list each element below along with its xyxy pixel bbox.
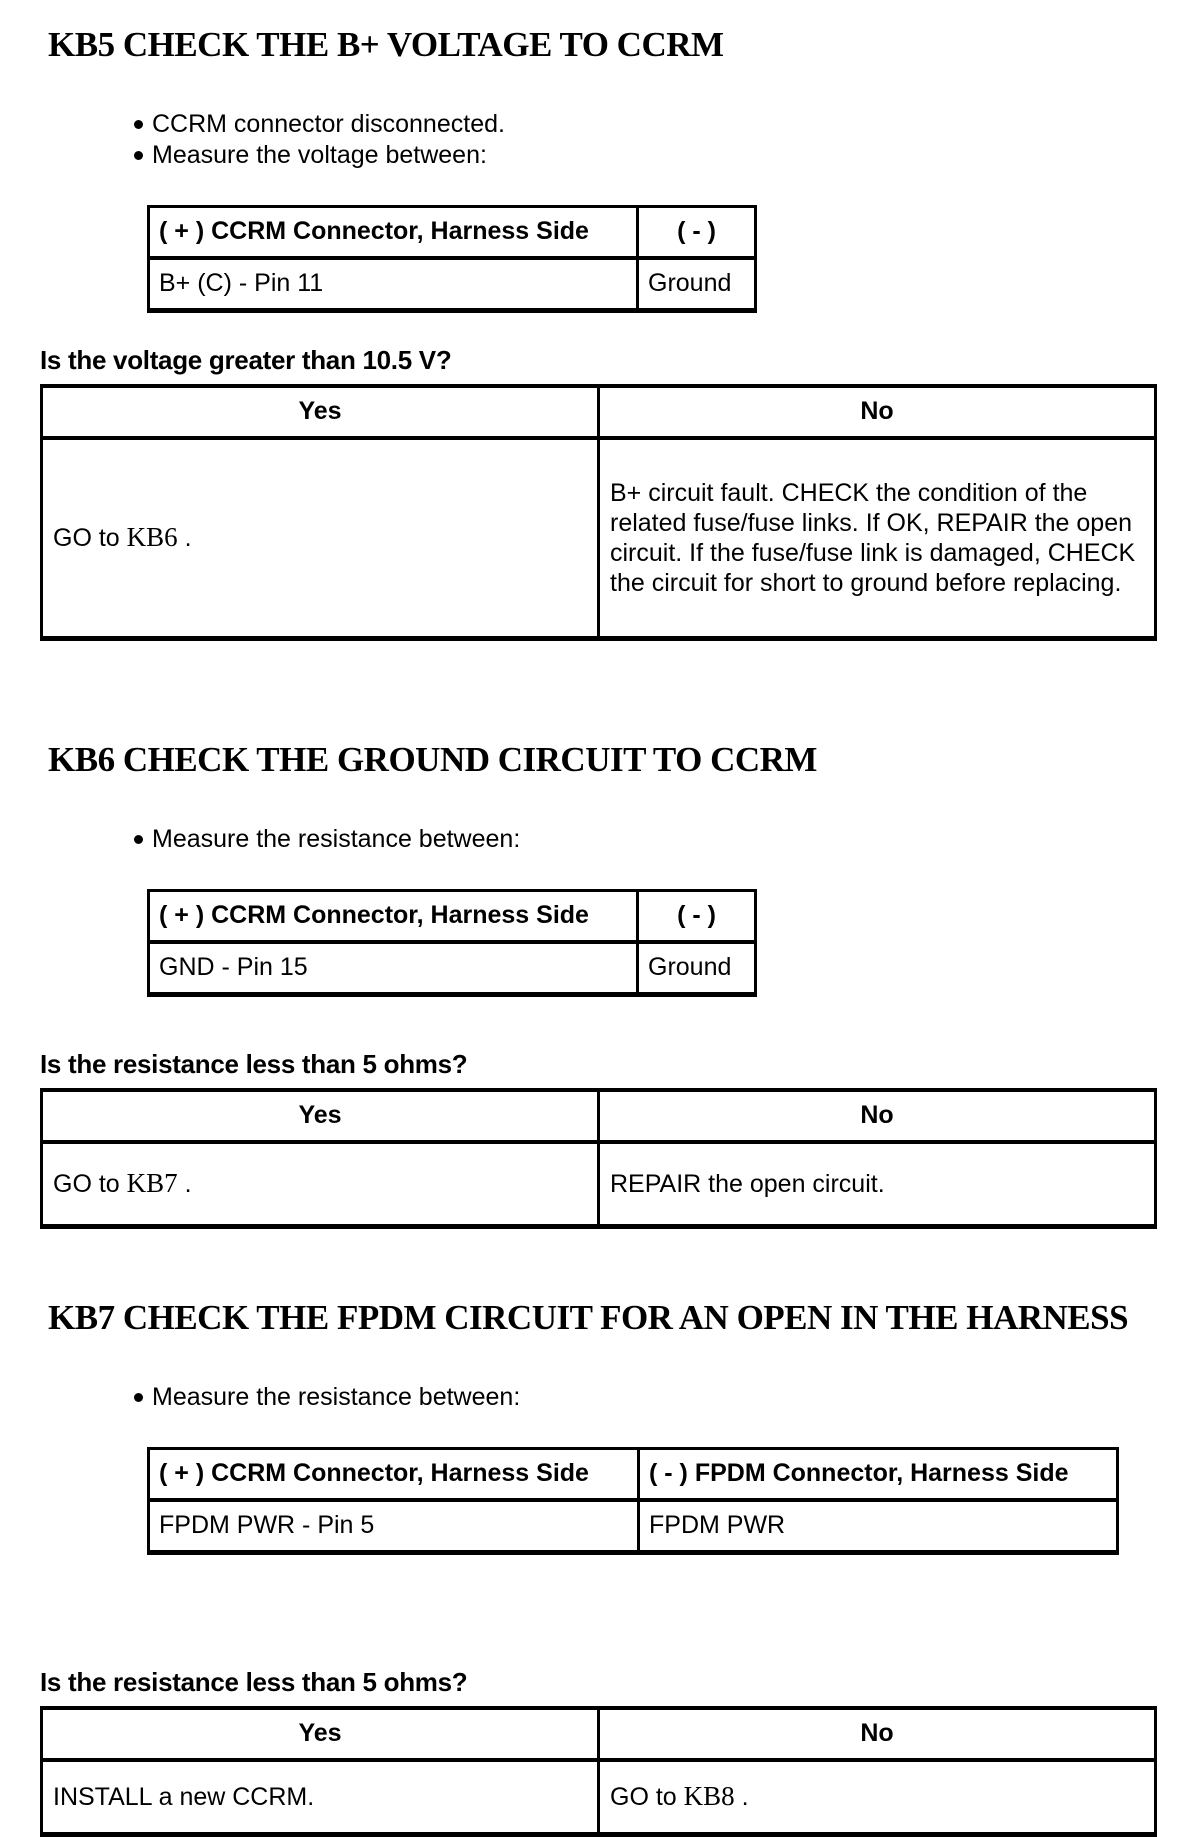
measure-negative-value: Ground: [638, 258, 756, 311]
measure-positive-header: ( + ) CCRM Connector, Harness Side: [149, 890, 638, 942]
yes-column-header: Yes: [42, 1708, 599, 1760]
kb7-decision-table: [40, 1706, 1157, 1837]
section-kb7: [0, 1295, 1200, 1837]
measure-positive-header: ( + ) CCRM Connector, Harness Side: [149, 1448, 639, 1500]
bullet-item: Measure the resistance between:: [152, 1382, 1200, 1413]
kb6-decision-table: [40, 1088, 1157, 1229]
section-kb6: [0, 737, 1200, 1229]
bullet-item: Measure the resistance between:: [152, 824, 1200, 855]
table-header-row: [42, 1708, 1156, 1760]
kb6-step-link[interactable]: KB6: [126, 522, 178, 553]
action-text: GO to: [610, 1783, 684, 1812]
kb7-measurement-table: [147, 1447, 1119, 1555]
measure-negative-header: ( - ) FPDM Connector, Harness Side: [639, 1448, 1118, 1500]
kb7-step-link[interactable]: KB7: [126, 1168, 178, 1199]
measure-positive-header: ( + ) CCRM Connector, Harness Side: [149, 206, 638, 258]
no-column-header: No: [599, 1708, 1156, 1760]
kb7-question: Is the resistance less than 5 ohms?: [40, 1666, 468, 1697]
measure-positive-value: GND - Pin 15: [149, 942, 638, 995]
kb6-bullet-list: [152, 824, 1200, 855]
section-title-kb6: KB6 CHECK THE GROUND CIRCUIT TO CCRM: [48, 739, 817, 779]
action-text: .: [177, 1170, 192, 1199]
table-header-row: [149, 1448, 1118, 1500]
section-title-kb7: KB7 CHECK THE FPDM CIRCUIT FOR AN OPEN IN THE HARNESS: [48, 1297, 1129, 1337]
yes-action-cell: INSTALL a new CCRM.: [42, 1760, 599, 1835]
section-title-kb5: KB5 CHECK THE B+ VOLTAGE TO CCRM: [48, 25, 724, 64]
table-header-row: [149, 206, 756, 258]
kb7-bullet-list: [152, 1382, 1200, 1413]
action-text: .: [177, 524, 192, 553]
yes-column-header: Yes: [42, 386, 599, 438]
bullet-item: Measure the voltage between:: [152, 140, 1200, 171]
yes-action-cell: [42, 438, 599, 639]
table-row: [149, 942, 756, 995]
measure-negative-value: FPDM PWR: [639, 1500, 1118, 1553]
action-text: GO to: [53, 1170, 127, 1199]
no-column-header: No: [599, 1090, 1156, 1142]
measure-positive-value: B+ (C) - Pin 11: [149, 258, 638, 311]
table-header-row: [42, 1090, 1156, 1142]
bullet-item: CCRM connector disconnected.: [152, 109, 1200, 140]
no-action-cell: B+ circuit fault. CHECK the condition of the related fuse/fuse links. If OK, REPAIR the open circuit. If the fuse/fuse link is damaged, CHECK the circuit for short to ground before replacing.: [599, 438, 1156, 639]
kb5-question: Is the voltage greater than 10.5 V?: [40, 344, 452, 375]
action-text: .: [734, 1783, 749, 1812]
service-manual-page: [0, 22, 1200, 1837]
kb5-decision-table: [40, 384, 1157, 641]
table-row: [149, 258, 756, 311]
table-row: [149, 1500, 1118, 1553]
kb8-step-link[interactable]: KB8: [683, 1781, 735, 1812]
kb6-measurement-table: [147, 889, 757, 997]
yes-column-header: Yes: [42, 1090, 599, 1142]
measure-negative-header: ( - ): [638, 890, 756, 942]
no-action-cell: [599, 1760, 1156, 1835]
kb5-measurement-table: [147, 205, 757, 313]
yes-action-cell: [42, 1142, 599, 1227]
kb5-bullet-list: [152, 109, 1200, 171]
kb6-question: Is the resistance less than 5 ohms?: [40, 1048, 468, 1079]
table-header-row: [149, 890, 756, 942]
table-row: [42, 1142, 1156, 1227]
measure-positive-value: FPDM PWR - Pin 5: [149, 1500, 639, 1553]
table-header-row: [42, 386, 1156, 438]
table-row: [42, 1760, 1156, 1835]
measure-negative-header: ( - ): [638, 206, 756, 258]
no-column-header: No: [599, 386, 1156, 438]
measure-negative-value: Ground: [638, 942, 756, 995]
action-text: GO to: [53, 524, 127, 553]
no-action-cell: REPAIR the open circuit.: [599, 1142, 1156, 1227]
section-kb5: [0, 22, 1200, 641]
table-row: [42, 438, 1156, 639]
